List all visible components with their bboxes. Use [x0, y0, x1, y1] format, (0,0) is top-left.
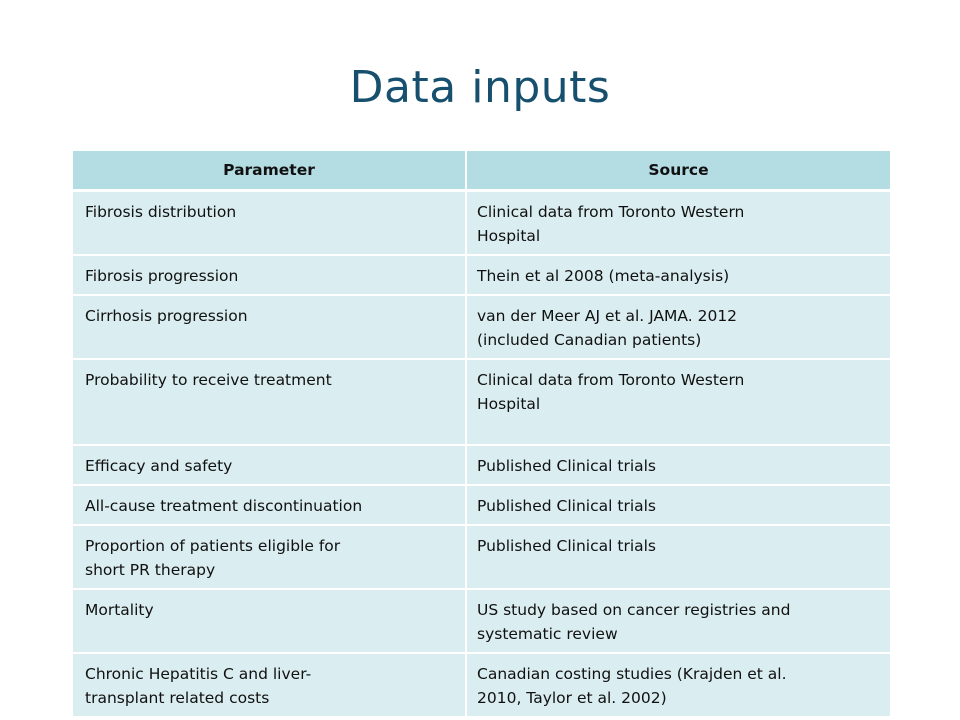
- table-row: [73, 525, 890, 589]
- parameter-cell: Mortality: [73, 589, 466, 653]
- table-row: [73, 445, 890, 485]
- source-cell: Clinical data from Toronto Western Hospital: [466, 359, 890, 445]
- source-cell: Clinical data from Toronto Western Hospital: [466, 191, 890, 256]
- column-header-parameter: Parameter: [73, 151, 466, 191]
- source-cell: van der Meer AJ et al. JAMA. 2012 (included Canadian patients): [466, 295, 890, 359]
- data-inputs-table: [73, 151, 890, 718]
- source-cell: Published Clinical trials: [466, 485, 890, 525]
- parameter-cell: Probability to receive treatment: [73, 359, 466, 445]
- table-row: [73, 485, 890, 525]
- slide-title: Data inputs: [349, 62, 611, 113]
- source-cell: Published Clinical trials: [466, 525, 890, 589]
- parameter-cell: Fibrosis distribution: [73, 191, 466, 256]
- parameter-cell: Fibrosis progression: [73, 255, 466, 295]
- parameter-cell: Efficacy and safety: [73, 445, 466, 485]
- parameter-cell: Chronic Hepatitis C and liver- transplant related costs: [73, 653, 466, 717]
- table-row: [73, 295, 890, 359]
- table-row: [73, 191, 890, 256]
- parameter-cell: Cirrhosis progression: [73, 295, 466, 359]
- parameter-cell: All-cause treatment discontinuation: [73, 485, 466, 525]
- source-cell: Canadian costing studies (Krajden et al. 2010, Taylor et al. 2002): [466, 653, 890, 717]
- source-cell: Thein et al 2008 (meta-analysis): [466, 255, 890, 295]
- table-row: [73, 359, 890, 445]
- table-row: [73, 255, 890, 295]
- parameter-cell: Proportion of patients eligible for short PR therapy: [73, 525, 466, 589]
- table-row: [73, 589, 890, 653]
- source-cell: Published Clinical trials: [466, 445, 890, 485]
- table-row: [73, 653, 890, 717]
- table-header-row: [73, 151, 890, 191]
- source-cell: US study based on cancer registries and systematic review: [466, 589, 890, 653]
- column-header-source: Source: [466, 151, 890, 191]
